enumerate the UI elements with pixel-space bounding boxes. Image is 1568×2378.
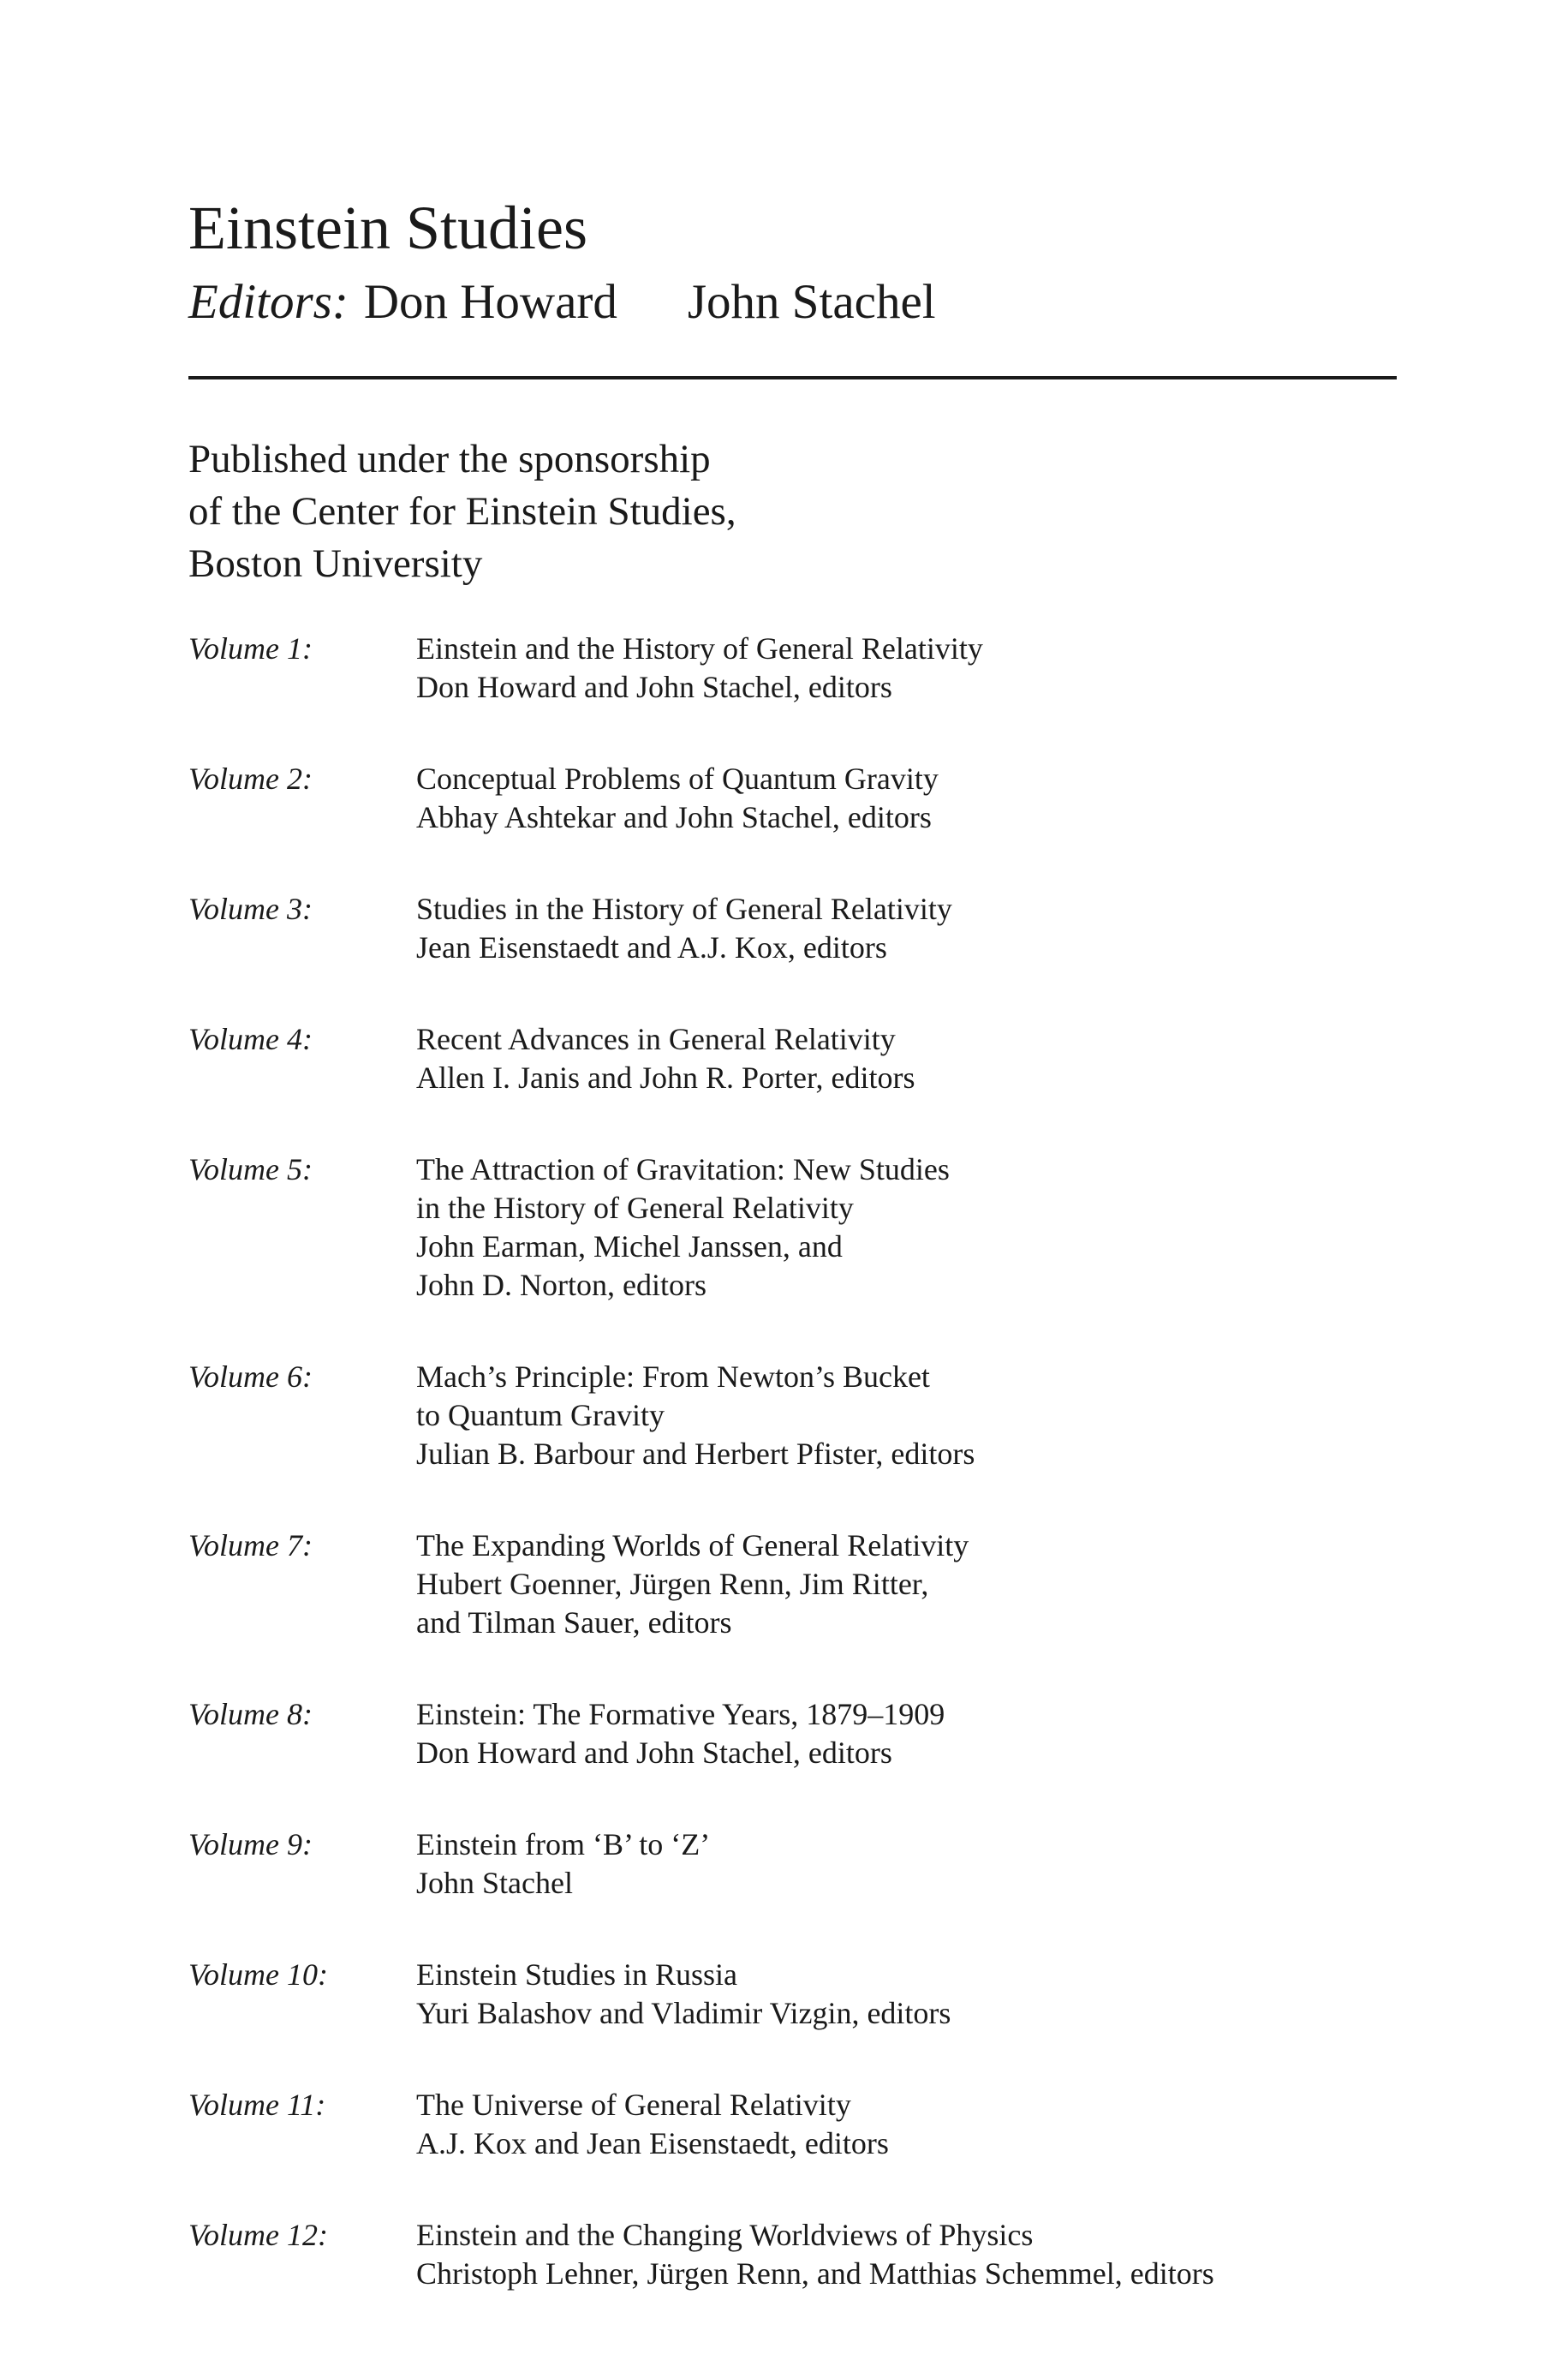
volume-title-line: Einstein: The Formative Years, 1879–1909	[416, 1697, 945, 1731]
volume-editors-line: Don Howard and John Stachel, editors	[416, 1736, 892, 1770]
volume-label: Volume 11:	[188, 2088, 326, 2122]
sponsorship-statement	[188, 433, 1045, 590]
series-title: Einstein Studies	[188, 194, 587, 262]
volume-title-line: Einstein and the Changing Worldviews of Physics	[416, 2218, 1034, 2252]
volume-editors-line: John Stachel	[416, 1866, 573, 1900]
volume-editors-line: Hubert Goenner, Jürgen Renn, Jim Ritter,	[416, 1567, 929, 1601]
volume-label: Volume 7:	[188, 1528, 313, 1562]
volume-title-line: Einstein Studies in Russia	[416, 1957, 738, 1992]
volume-editors-line: Don Howard and John Stachel, editors	[416, 670, 892, 704]
volume-label: Volume 8:	[188, 1697, 313, 1731]
volume-details	[416, 1358, 1401, 1473]
volume-editors-line: John D. Norton, editors	[416, 1268, 706, 1302]
volume-editors-line: Julian B. Barbour and Herbert Pfister, editors	[416, 1437, 975, 1471]
volume-label: Volume 2:	[188, 762, 313, 796]
volume-editors-line: Yuri Balashov and Vladimir Vizgin, editors	[416, 1996, 951, 2030]
volume-title-line: Mach’s Principle: From Newton’s Bucket	[416, 1359, 930, 1394]
volume-details	[416, 1020, 1401, 1097]
editor-name: Don Howard	[363, 275, 617, 329]
volume-editors-line: Christoph Lehner, Jürgen Renn, and Matthias Schemmel, editors	[416, 2256, 1214, 2291]
editors-label: Editors:	[188, 275, 349, 329]
volume-label: Volume 1:	[188, 631, 313, 666]
volume-title-line: Studies in the History of General Relativity	[416, 892, 952, 926]
volume-title-line: Recent Advances in General Relativity	[416, 1022, 896, 1056]
volume-label: Volume 3:	[188, 892, 313, 926]
sponsorship-line: Published under the sponsorship	[188, 437, 711, 481]
volume-details	[416, 890, 1401, 967]
volume-details	[416, 1150, 1401, 1305]
volume-editors-line: A.J. Kox and Jean Eisenstaedt, editors	[416, 2126, 889, 2160]
volume-title-line: Einstein and the History of General Relativity	[416, 631, 983, 666]
editor-name: John Stachel	[687, 275, 936, 329]
volume-label: Volume 5:	[188, 1152, 313, 1186]
volume-title-line: The Universe of General Relativity	[416, 2088, 851, 2122]
volume-title-line: Einstein from ‘B’ to ‘Z’	[416, 1827, 711, 1861]
volume-label: Volume 6:	[188, 1359, 313, 1394]
volume-details	[416, 1527, 1401, 1642]
sponsorship-line: of the Center for Einstein Studies,	[188, 489, 736, 534]
volume-editors-line: and Tilman Sauer, editors	[416, 1605, 732, 1640]
volume-details	[416, 2086, 1401, 2163]
sponsorship-line: Boston University	[188, 541, 483, 586]
volume-details	[416, 760, 1401, 837]
volume-editors-line: Abhay Ashtekar and John Stachel, editors	[416, 800, 932, 834]
volume-editors-line: Jean Eisenstaedt and A.J. Kox, editors	[416, 930, 887, 965]
volume-label: Volume 12:	[188, 2218, 328, 2252]
volume-title-line: The Expanding Worlds of General Relativity	[416, 1528, 969, 1562]
volume-title-line: to Quantum Gravity	[416, 1398, 665, 1432]
volume-details	[416, 1695, 1401, 1772]
volume-details	[416, 1956, 1401, 2033]
series-editors	[188, 274, 936, 331]
volume-title-line: The Attraction of Gravitation: New Studies	[416, 1152, 950, 1186]
title-divider	[188, 376, 1397, 379]
volume-title-line: in the History of General Relativity	[416, 1191, 854, 1225]
volume-label: Volume 9:	[188, 1827, 313, 1861]
volume-details	[416, 2216, 1401, 2293]
volume-title-line: Conceptual Problems of Quantum Gravity	[416, 762, 939, 796]
volume-label: Volume 10:	[188, 1957, 328, 1992]
volume-details	[416, 1825, 1401, 1903]
volume-editors-line: John Earman, Michel Janssen, and	[416, 1229, 843, 1264]
volume-editors-line: Allen I. Janis and John R. Porter, editors	[416, 1061, 915, 1095]
volume-label: Volume 4:	[188, 1022, 313, 1056]
volume-details	[416, 630, 1401, 707]
